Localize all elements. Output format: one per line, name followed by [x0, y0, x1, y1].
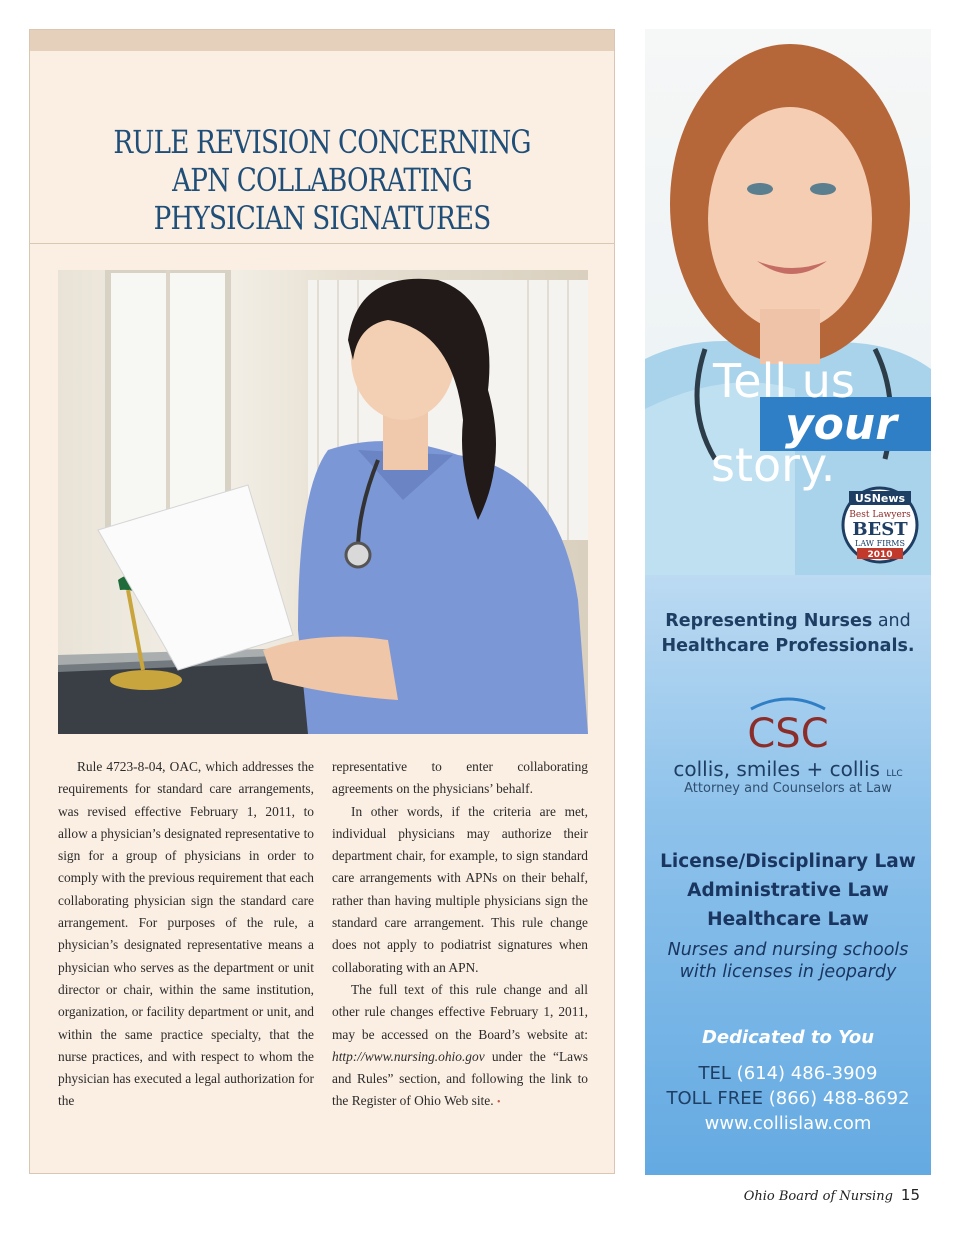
practice-area: Healthcare Law — [707, 909, 869, 930]
title-box — [30, 51, 614, 244]
article-paragraph — [332, 979, 588, 1115]
firm-name-text: collis, smiles + collis — [673, 757, 880, 781]
firm-name — [645, 757, 931, 781]
tel-number[interactable]: (614) 486-3909 — [736, 1063, 878, 1084]
csc-logo-icon — [745, 695, 831, 753]
tollfree-number[interactable]: (866) 488-8692 — [768, 1088, 910, 1109]
tollfree-line — [645, 1086, 931, 1111]
tel-label: TEL — [698, 1063, 731, 1084]
tollfree-label: TOLL FREE — [666, 1088, 764, 1109]
dedicated-tagline: Dedicated to You — [701, 1027, 875, 1048]
publication-name: Ohio Board of Nursing — [743, 1189, 893, 1204]
paragraph-text: The full text of this rule change and all other rule changes effective February 1, 2011, may be accessed on the Board’s website at: — [332, 981, 588, 1042]
headline-line-3: story. — [711, 438, 836, 492]
firm-website-link[interactable]: www.collislaw.com — [704, 1113, 872, 1134]
article-title — [83, 123, 562, 237]
board-website-link[interactable]: http://www.nursing.ohio.gov — [332, 1048, 485, 1064]
headline-line-1: Tell us — [713, 354, 855, 408]
tagline-part: and — [872, 611, 911, 631]
best-law-firms-badge-icon — [843, 488, 917, 562]
nurses-note — [655, 939, 921, 983]
badge-line-1: Best Lawyers — [849, 510, 911, 520]
practice-areas — [645, 847, 931, 934]
ad-tagline — [645, 609, 931, 659]
smiling-nurse-photo-icon — [645, 29, 931, 575]
nurses-note-line: Nurses and nursing schools — [667, 940, 909, 960]
paragraph-text: under the “Laws and Rules” section, and following the link to the Register of Ohio Web site. — [332, 1048, 588, 1109]
article-panel — [29, 29, 615, 1174]
csc-logo-text: CSC — [747, 711, 829, 753]
article-column-2 — [332, 756, 588, 1115]
badge-year: 2010 — [867, 550, 893, 560]
contact-info — [645, 1061, 931, 1136]
top-strip — [30, 30, 614, 51]
page-number: 15 — [900, 1186, 920, 1204]
practice-area: Administrative Law — [687, 880, 889, 901]
practice-area: License/Disciplinary Law — [660, 851, 916, 872]
firm-subtitle: Attorney and Counselors at Law — [684, 781, 892, 796]
badge-line-3: LAW FIRMS — [855, 539, 905, 548]
nurses-note-line: with licenses in jeopardy — [679, 962, 897, 982]
badge-brand: USNews — [854, 492, 906, 505]
tagline-part: Healthcare Professionals. — [661, 636, 915, 656]
article-paragraph: In other words, if the criteria are met, individual physicians may authorize their department chair, for example, to sign standard care arrangements with APNs on their behalf, rather than having multiple physicians sign the standard care arrangement. This rule change does not apply to podiatrist signatures when collaborating with an APN. — [332, 803, 588, 975]
page-footer — [744, 1186, 920, 1204]
end-mark-icon: • — [496, 1097, 501, 1109]
article-column-1 — [58, 756, 314, 1113]
tel-line — [645, 1061, 931, 1086]
article-paragraph: representative to enter collaborating agreements on the physicians’ behalf. — [332, 759, 588, 797]
nurse-photo — [58, 270, 588, 734]
ad-info-panel — [645, 575, 931, 1175]
tagline-part: Representing Nurses — [665, 611, 873, 631]
ad-nurse-photo — [645, 29, 931, 575]
nurse-reading-document-photo-icon — [58, 270, 588, 734]
title-line-2: APN COLLABORATING — [172, 161, 472, 199]
firm-llc: LLC — [886, 769, 903, 779]
title-line-3: PHYSICIAN SIGNATURES — [153, 199, 491, 237]
headline-line-2: your — [785, 399, 897, 450]
title-line-1: RULE REVISION CONCERNING — [113, 123, 531, 161]
article-paragraph: Rule 4723-8-04, OAC, which addresses the requirements for standard care arrangements, was revised effective February 1, 2011, to allow a physician’s designated representative to sign for a group of physicians in order to comply with the previous requirement that each collaborating physician sign the standard care arrangement. For purposes of the rule, a physician’s designated representative means a physician who serves as the department or unit director or chair, within the same institution, organization, or facility department or unit, and within the same practice specialty, that the nurse practices, and with respect to whom the physician has executed a legal authorization for the — [58, 759, 314, 1109]
badge-line-2: BEST — [852, 519, 908, 540]
law-firm-ad — [645, 29, 931, 1175]
